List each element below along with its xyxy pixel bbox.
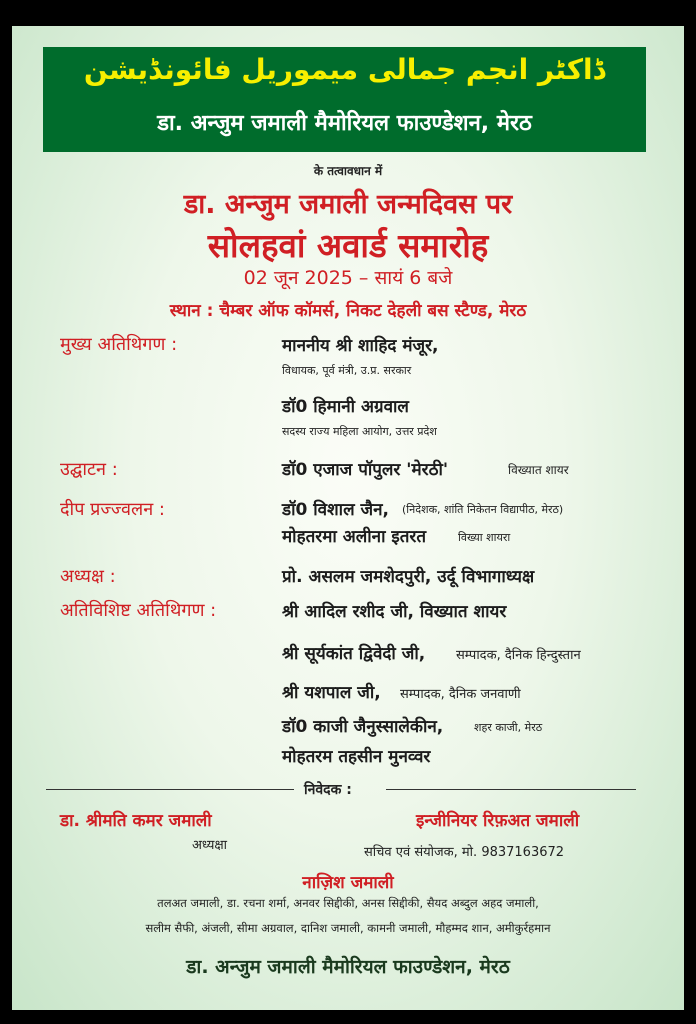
- president-footer-role: अध्यक्षा: [192, 838, 228, 853]
- special-guest-2-desc: सम्पादक, दैनिक हिन्दुस्तान: [456, 648, 581, 663]
- nivedak-label: निवेदक :: [304, 782, 352, 798]
- special-guest-2-name: श्री सूर्यकांत द्विवेदी जी,: [282, 644, 426, 664]
- chief-guests-label: मुख्य अतिथिगण :: [60, 334, 178, 355]
- members-line-1: तलअत जमाली, डा. रचना शर्मा, अनवर सिद्दीकी, अनस सिद्दीकी, सैयद अब्दुल अहद जमाली,: [157, 896, 539, 910]
- president-label: अध्यक्ष :: [60, 566, 116, 587]
- footer-org-name: डा. अन्जुम जमाली मैमोरियल फाउण्डेशन, मेरठ: [186, 956, 510, 978]
- event-heading-line1: डा. अन्जुम जमाली जन्मदिवस पर: [183, 189, 513, 220]
- divider-left: [46, 789, 294, 790]
- under-aegis-text: के तत्वावधान में: [313, 164, 383, 178]
- inauguration-desc: विख्यात शायर: [508, 463, 569, 477]
- event-venue: स्थान : चैम्बर ऑफ कॉमर्स, निकट देहली बस स्टैण्ड, मेरठ: [169, 301, 527, 321]
- hindi-title: डा. अन्जुम जमाली मैमोरियल फाउण्डेशन, मेरठ: [157, 111, 532, 136]
- lamp-lighting-label: दीप प्रज्ज्वलन :: [60, 499, 165, 520]
- secretary-role: सचिव एवं संयोजक, मो. 9837163672: [364, 845, 565, 860]
- header-banner: [43, 47, 646, 152]
- chief-guest-2-desc: सदस्य राज्य महिला आयोग, उत्तर प्रदेश: [282, 425, 437, 438]
- divider-right: [386, 789, 636, 790]
- urdu-title: ڈاکٹر انجم جمالی میموریل فائونڈیشن: [83, 53, 606, 86]
- special-guest-4-name: डॉ0 काजी जैनुस्सालेकीन,: [282, 717, 444, 737]
- president-footer-name: डा. श्रीमति कमर जमाली: [60, 811, 212, 831]
- members-line-2: सलीम सैफी, अंजली, सीमा अग्रवाल, दानिश जमाली, कामनी जमाली, मौहम्मद शान, अमीकुर्रहमान: [145, 921, 551, 935]
- president-name: प्रो. असलम जमशेदपुरी, उर्दू विभागाध्यक्ष: [282, 567, 535, 587]
- secretary-name: इन्जीनियर रिफ़अत जमाली: [416, 811, 580, 831]
- lamp-lighting-name-2: मोहतरमा अलीना इतरत: [282, 527, 427, 547]
- special-guest-4-desc: शहर काजी, मेरठ: [474, 721, 543, 734]
- naazish-jamali: नाज़िश जमाली: [302, 873, 394, 893]
- special-guest-1: श्री आदिल रशीद जी, विख्यात शायर: [282, 602, 507, 622]
- event-heading-line2: सोलहवां अवार्ड समारोह: [207, 226, 489, 265]
- event-datetime: 02 जून 2025 – सायं 6 बजे: [243, 267, 453, 289]
- special-guests-label: अतिविशिष्ट अतिथिगण :: [60, 600, 217, 621]
- lamp-lighting-desc-2: विख्या शायरा: [458, 531, 511, 544]
- special-guest-5-name: मोहतरम तहसीन मुनव्वर: [282, 747, 431, 767]
- lamp-lighting-name-1: डॉ0 विशाल जैन,: [282, 500, 390, 520]
- inauguration-name: डॉ0 एजाज पॉपुलर 'मेरठी': [282, 460, 449, 480]
- inauguration-label: उद्घाटन :: [60, 459, 118, 480]
- special-guest-3-desc: सम्पादक, दैनिक जनवाणी: [400, 687, 521, 702]
- invitation-card: [12, 26, 684, 1010]
- lamp-lighting-desc-1: (निदेशक, शांति निकेतन विद्यापीठ, मेरठ): [402, 503, 564, 516]
- special-guest-3-name: श्री यशपाल जी,: [282, 683, 381, 703]
- chief-guest-2-name: डॉ0 हिमानी अग्रवाल: [282, 397, 409, 417]
- chief-guest-1-desc: विधायक, पूर्व मंत्री, उ.प्र. सरकार: [282, 364, 412, 377]
- chief-guest-1-name: माननीय श्री शाहिद मंजूर,: [282, 336, 439, 356]
